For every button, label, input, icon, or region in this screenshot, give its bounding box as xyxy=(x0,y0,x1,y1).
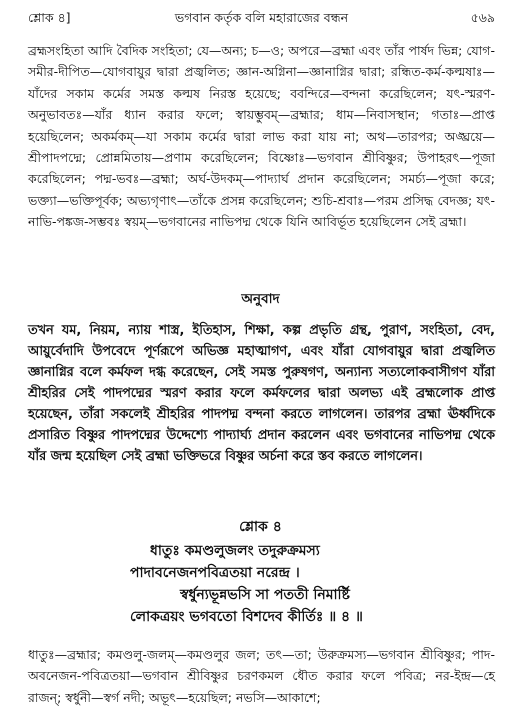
verse-line: স্বর্ধুন্যভূন্নভসি সা পততী নিমার্ষ্টি xyxy=(180,587,350,603)
translation-paragraph: তখন যম, নিয়ম, ন্যায় শাস্ত্র, ইতিহাস, শিক্ষা, কল্প প্রভৃতি গ্রন্থ, পুরাণ, সংহিতা, বেদ, আয়ুর্বেদাদি উপবেদে পূর্ণরূপে অভিজ্ঞ মহাত্মাগণ, এবং যাঁরা যোগবায়ুর দ্বারা প্রজ্বলিত জ্ঞানাগ্নির বলে কর্মফল দগ্ধ করেছেন, সেই সমস্ত পুরুষগণ, অন্যান্য সত্যলোকবাসীগণ যাঁরা শ্রীহরির সেই পাদপদ্মের স্মরণ করার ফলে কর্মফলের দ্বারা অলভ্য এই ব্রহ্মলোক প্রাপ্ত হয়েছেন, তাঁরা সকলেই শ্রীহরির পাদপদ্ম বন্দনা করতে লাগলেন। তারপর ব্রহ্মা ঊর্ধ্বদিকে প্রসারিত বিষ্ণুর পাদপদ্মের উদ্দেশ্যে পাদ্যার্ঘ্য প্রদান করলেন এবং ভগবানের নাভিপদ্ম থেকে যাঁর জন্ম হয়েছিল সেই ব্রহ্মা ভক্তিভরে বিষ্ণুর অর্চনা করে স্তব করতে লাগলেন। xyxy=(28,323,495,464)
translation-heading: অনুবাদ xyxy=(241,291,280,307)
header-verse-ref: শ্লোক ৪] xyxy=(28,10,71,25)
word-meanings-paragraph: ব্রহ্মসংহিতা আদি বৈদিক সংহিতা; যে—অন্য; চ—ও; অপরে—ব্রহ্মা এবং তাঁর পার্ষদ ভিন্ন; যোগ-সমীর-দীপিত—যোগবায়ুর দ্বারা প্রজ্বলিত; জ্ঞান-অগ্নিনা—জ্ঞানাগ্নির দ্বারা; রন্ধিত-কর্ম-কল্মষাঃ—যাঁদের সকাম কর্মের সমস্ত কল্মষ নিরস্ত হয়েছে; ববন্দিরে—বন্দনা করেছিলেন; যৎ-স্মরণ-অনুভাবতঃ—যাঁর ধ্যান করার ফলে; স্বায়ম্ভুবম্—ব্রহ্মার; ধাম—নিবাসস্থান; গতাঃ—প্রাপ্ত হয়েছিলেন; অকর্মকম্—যা সকাম কর্মের দ্বারা লাভ করা যায় না; অথ—তারপর; অঙ্ঘ্রয়ে—শ্রীপাদপদ্মে; প্রোন্নমিতায়—প্রণাম করেছিলেন; বিষ্ণোঃ—ভগবান শ্রীবিষ্ণুর; উপাহরৎ—পূজা করেছিলেন; পদ্ম-ভবঃ—ব্রহ্মা; অর্ঘ-উদকম্—পাদ্যার্ঘ প্রদান করেছিলেন; সমর্চ্য—পূজা করে; ভক্ত্যা—ভক্তিপূর্বক; অভ্যগৃণাৎ—তাঁকে প্রসন্ন করেছিলেন; শুচি-শ্রবাঃ—পরম প্রসিদ্ধ বেদজ্ঞ; যৎ-নাভি-পঙ্কজ-সম্ভবঃ স্বয়ম্—ভগবানের নাভিপদ্ম থেকে যিনি আবির্ভূত হয়েছিলেন সেই ব্রহ্মা। xyxy=(28,43,495,230)
word-meanings-paragraph-2: ধাতুঃ—ব্রহ্মার; কমণ্ডলু-জলম্—কমণ্ডলুর জল; তৎ—তা; উরুক্রমস্য—ভগবান শ্রীবিষ্ণুর; পাদ-অবনেজন-পবিত্রতয়া—ভগবান শ্রীবিষ্ণুর চরণকমল ধৌত করার ফলে পবিত্র; নর-ইন্দ্র—হে রাজন্; স্বর্ধুনী—স্বর্গ নদী; অভূৎ—হয়েছিল; নভসি—আকাশে; xyxy=(28,647,495,705)
header-chapter-title: ভগবান কর্তৃক বলি মহারাজের বন্ধন xyxy=(174,10,349,25)
verse-line: ধাতুঃ কমণ্ডলুজলং তদুরুক্রমস্য xyxy=(150,543,320,559)
page-header xyxy=(28,8,495,28)
page-number: ৫৬৯ xyxy=(470,10,495,25)
verse-line: লোকত্রয়ং ভগবতো বিশদেব কীর্তিঃ ॥ ৪ ॥ xyxy=(130,609,363,625)
verse-line: পাদাবনেজনপবিত্রতয়া নরেন্দ্র । xyxy=(130,565,300,581)
sanskrit-verse xyxy=(130,540,461,628)
verse-heading: শ্লোক ৪ xyxy=(239,519,282,535)
